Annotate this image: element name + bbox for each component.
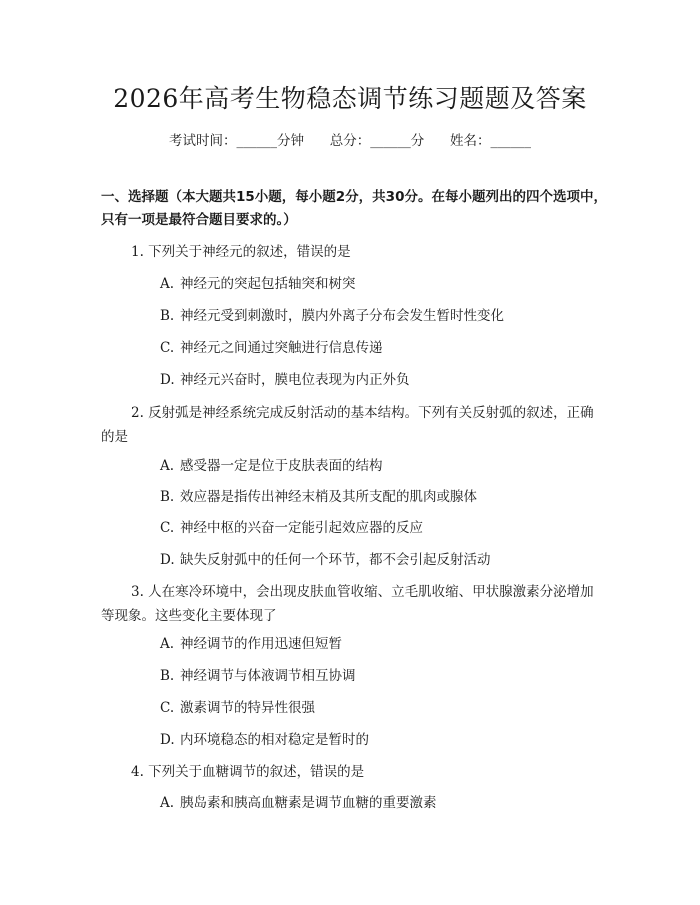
option-text: 神经中枢的兴奋一定能引起效应器的反应 [180,520,423,536]
option-letter: D. [160,372,175,388]
option-text: 效应器是指传出神经末梢及其所支配的肌肉或腺体 [180,489,477,505]
question-3-option-b [160,665,600,687]
exam-info-line: 考试时间：______分钟 总分：______分 姓名：______ [169,133,531,149]
question-4-stem: 4. 下列关于血糖调节的叙述，错误的是 [131,764,365,780]
option-text: 神经元之间通过突触进行信息传递 [180,340,383,356]
question-1-option-c [160,337,600,359]
question-4-option-a [160,792,600,814]
option-text: 神经元的突起包括轴突和树突 [180,276,356,292]
question-2-option-a [160,455,600,477]
question-2-option-d [160,549,600,571]
document-title: 2026年高考生物稳态调节练习题题及答案 [113,84,587,113]
question-3-option-c [160,697,600,719]
option-text: 胰岛素和胰高血糖素是调节血糖的重要激素 [180,795,437,811]
option-letter: A. [160,636,175,652]
question-3-stem: 3. 人在寒冷环境中，会出现皮肤血管收缩、立毛肌收缩、甲状腺激素分泌增加等现象。这些变化主要体现了 [101,584,594,624]
option-letter: B. [160,668,175,684]
option-letter: A. [160,458,175,474]
question-3-option-a [160,633,600,655]
option-letter: A. [160,276,175,292]
option-text: 感受器一定是位于皮肤表面的结构 [180,458,383,474]
option-letter: B. [160,489,175,505]
option-text: 神经调节与体液调节相互协调 [180,668,356,684]
section-heading: 一、选择题（本大题共15小题，每小题2分，共30分。在每小题列出的四个选项中，只有一项是最符合题目要求的。） [101,189,607,228]
option-letter: C. [160,340,175,356]
option-text: 神经元兴奋时，膜电位表现为内正外负 [180,372,410,388]
question-2-option-c [160,517,600,539]
option-letter: D. [160,552,175,568]
question-1-option-b [160,305,600,327]
option-letter: C. [160,700,175,716]
option-letter: B. [160,308,175,324]
question-2-stem: 2. 反射弧是神经系统完成反射活动的基本结构。下列有关反射弧的叙述，正确的是 [101,405,594,445]
option-text: 神经调节的作用迅速但短暂 [180,636,342,652]
option-text: 缺失反射弧中的任何一个环节，都不会引起反射活动 [180,552,491,568]
question-3-option-d [160,729,600,751]
option-text: 神经元受到刺激时，膜内外离子分布会发生暂时性变化 [180,308,504,324]
question-1-option-a [160,273,600,295]
question-1-option-d [160,369,600,391]
option-text: 内环境稳态的相对稳定是暂时的 [180,732,369,748]
option-text: 激素调节的特异性很强 [180,700,315,716]
question-2-option-b [160,486,600,508]
option-letter: D. [160,732,175,748]
option-letter: C. [160,520,175,536]
question-1-stem: 1. 下列关于神经元的叙述，错误的是 [131,244,351,260]
option-letter: A. [160,795,175,811]
